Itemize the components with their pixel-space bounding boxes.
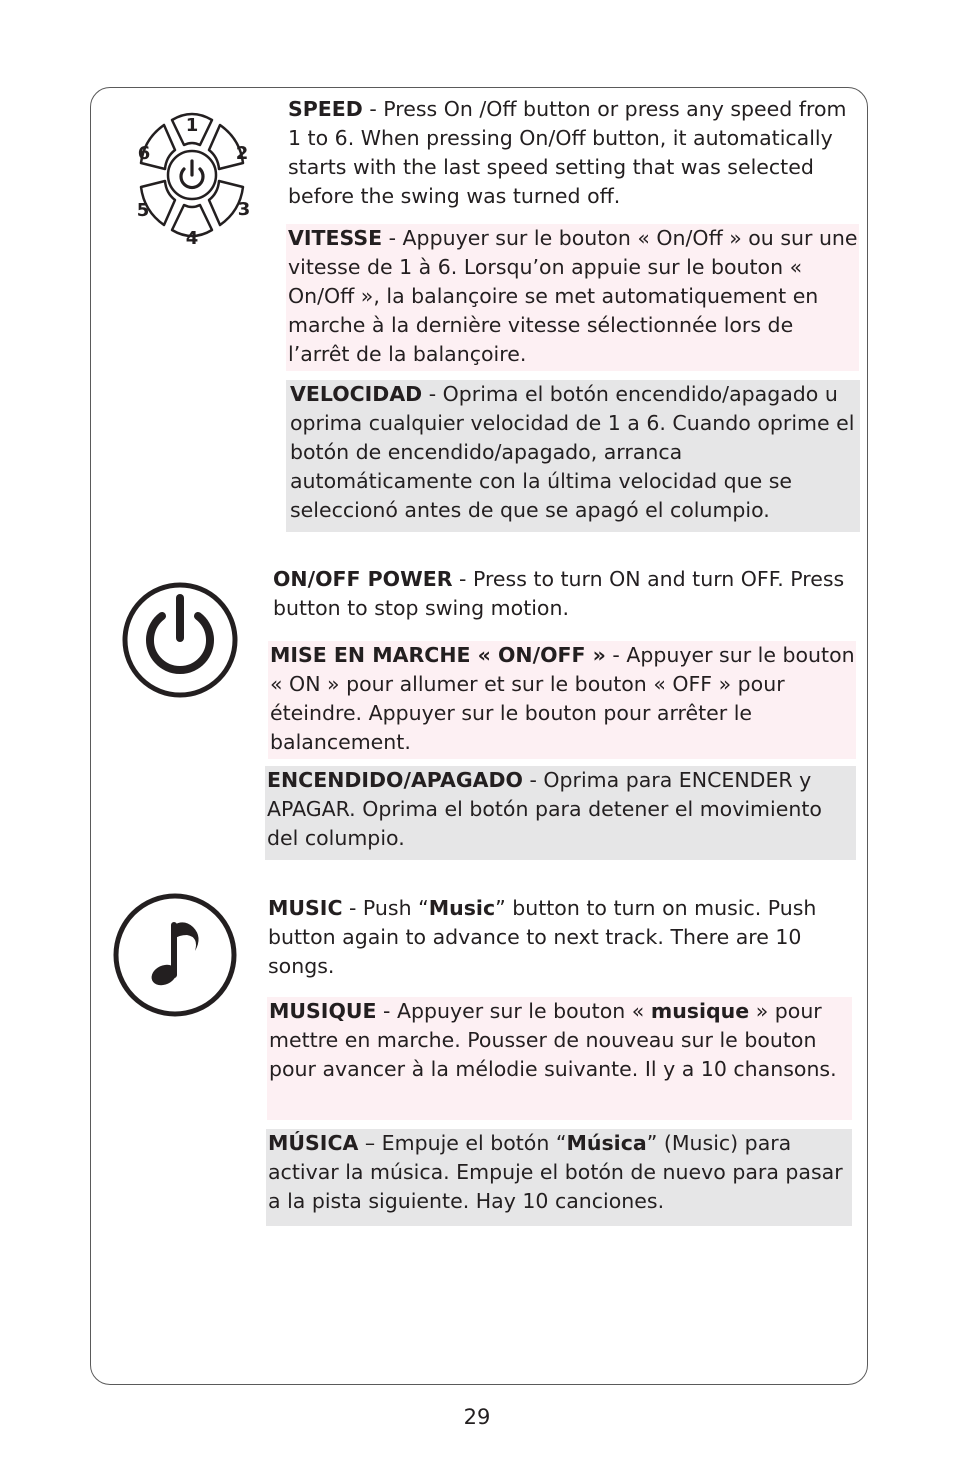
speed-fr: VITESSE - Appuyer sur le bouton « On/Off » ou sur une vitesse de 1 à 6. Lorsqu’on appuie sur le bouton « On/Off », la balançoire se met automatiquement en marche à la dernière vitesse sélectionnée lors de l’arrêt de la balançoire. [286,224,859,371]
keypad-label-5: 5 [136,200,150,221]
music-en: MUSIC - Push “Music” button to turn on music. Push button again to advance to next track. There are 10 songs. [268,896,817,978]
power-fr-text: Appuyer sur le bouton « ON » pour allumer et sur le bouton « OFF » pour éteindre. Appuyer sur le bouton pour arrêter le balancement. [270,643,855,754]
keypad-label-4: 4 [185,228,199,249]
music-en-title: MUSIC [268,896,343,920]
speed-en-title: SPEED [288,97,363,121]
music-es-text: ” (Music) para activar la música. Empuje el botón de nuevo para pasar a la pista siguiente. Hay 10 canciones. [268,1131,843,1213]
speed-en: SPEED - Press On /Off button or press any speed from 1 to 6. When pressing On/Off button, it automatically starts with the last speed setting that was selected before the swing was turned off. [288,97,847,208]
power-en: ON/OFF POWER - Press to turn ON and turn OFF. Press button to stop swing motion. [273,567,845,620]
speed-en-text: Press On /Off button or press any speed from 1 to 6. When pressing On/Off button, it automatically starts with the last speed setting that was selected before the swing was turned off. [288,97,847,208]
speed-keypad-icon [116,103,268,255]
speed-fr-text: Appuyer sur le bouton « On/Off » ou sur une vitesse de 1 à 6. Lorsqu’on appuie sur le bouton « On/Off », la balançoire se met automatiquement en marche à la dernière vitesse sélectionnée lors de l’arrêt de la balançoire. [288,226,858,366]
power-fr: MISE EN MARCHE « ON/OFF » - Appuyer sur le bouton « ON » pour allumer et sur le bouton « OFF » pour éteindre. Appuyer sur le bouton pour arrêter le balancement. [268,641,856,759]
speed-es-text: Oprima el botón encendido/apagado u oprima cualquier velocidad de 1 a 6. Cuando oprime el botón de encendido/apagado, arranca automáticamente con la última velocidad que se seleccionó antes de que se apagó el columpio. [290,382,855,522]
power-icon [120,582,240,702]
keypad-label-3: 3 [237,199,251,220]
music-es: MÚSICA – Empuje el botón “Música” (Music) para activar la música. Empuje el botón de nuevo para pasar a la pista siguiente. Hay 10 canciones. [266,1129,852,1226]
music-fr-title: MUSIQUE [269,999,377,1023]
power-es-text: Oprima para ENCENDER y APAGAR. Oprima el botón para detener el movimiento del columpio. [267,768,822,850]
keypad-label-6: 6 [137,143,151,164]
speed-es-title: VELOCIDAD [290,382,423,406]
page-number: 29 [463,1405,491,1429]
power-es: ENCENDIDO/APAGADO - Oprima para ENCENDER y APAGAR. Oprima el botón para detener el movimiento del columpio. [265,766,856,860]
keypad-label-1: 1 [185,115,199,136]
power-fr-title: MISE EN MARCHE « ON/OFF » [270,643,606,667]
power-en-title: ON/OFF POWER [273,567,453,591]
speed-fr-title: VITESSE [288,226,383,250]
speed-es: VELOCIDAD - Oprima el botón encendido/apagado u oprima cualquier velocidad de 1 a 6. Cuando oprime el botón de encendido/apagado, arranca automáticamente con la última velocidad que se seleccionó antes de que se apagó el columpio. [286,380,860,532]
power-en-text: Press to turn ON and turn OFF. Press button to stop swing motion. [273,567,845,620]
music-fr: MUSIQUE - Appuyer sur le bouton « musique » pour mettre en marche. Pousser de nouveau sur le bouton pour avancer à la mélodie suivante. Il y a 10 chansons. [267,997,852,1120]
music-fr-text: » pour mettre en marche. Pousser de nouveau sur le bouton pour avancer à la mélodie suivante. Il y a 10 chansons. [269,999,837,1081]
power-es-title: ENCENDIDO/APAGADO [267,768,523,792]
keypad-label-2: 2 [235,143,249,164]
music-es-title: MÚSICA [268,1131,359,1155]
music-note-icon [111,893,239,1017]
music-en-text: ” button to turn on music. Push button again to advance to next track. There are 10 songs. [268,896,817,978]
